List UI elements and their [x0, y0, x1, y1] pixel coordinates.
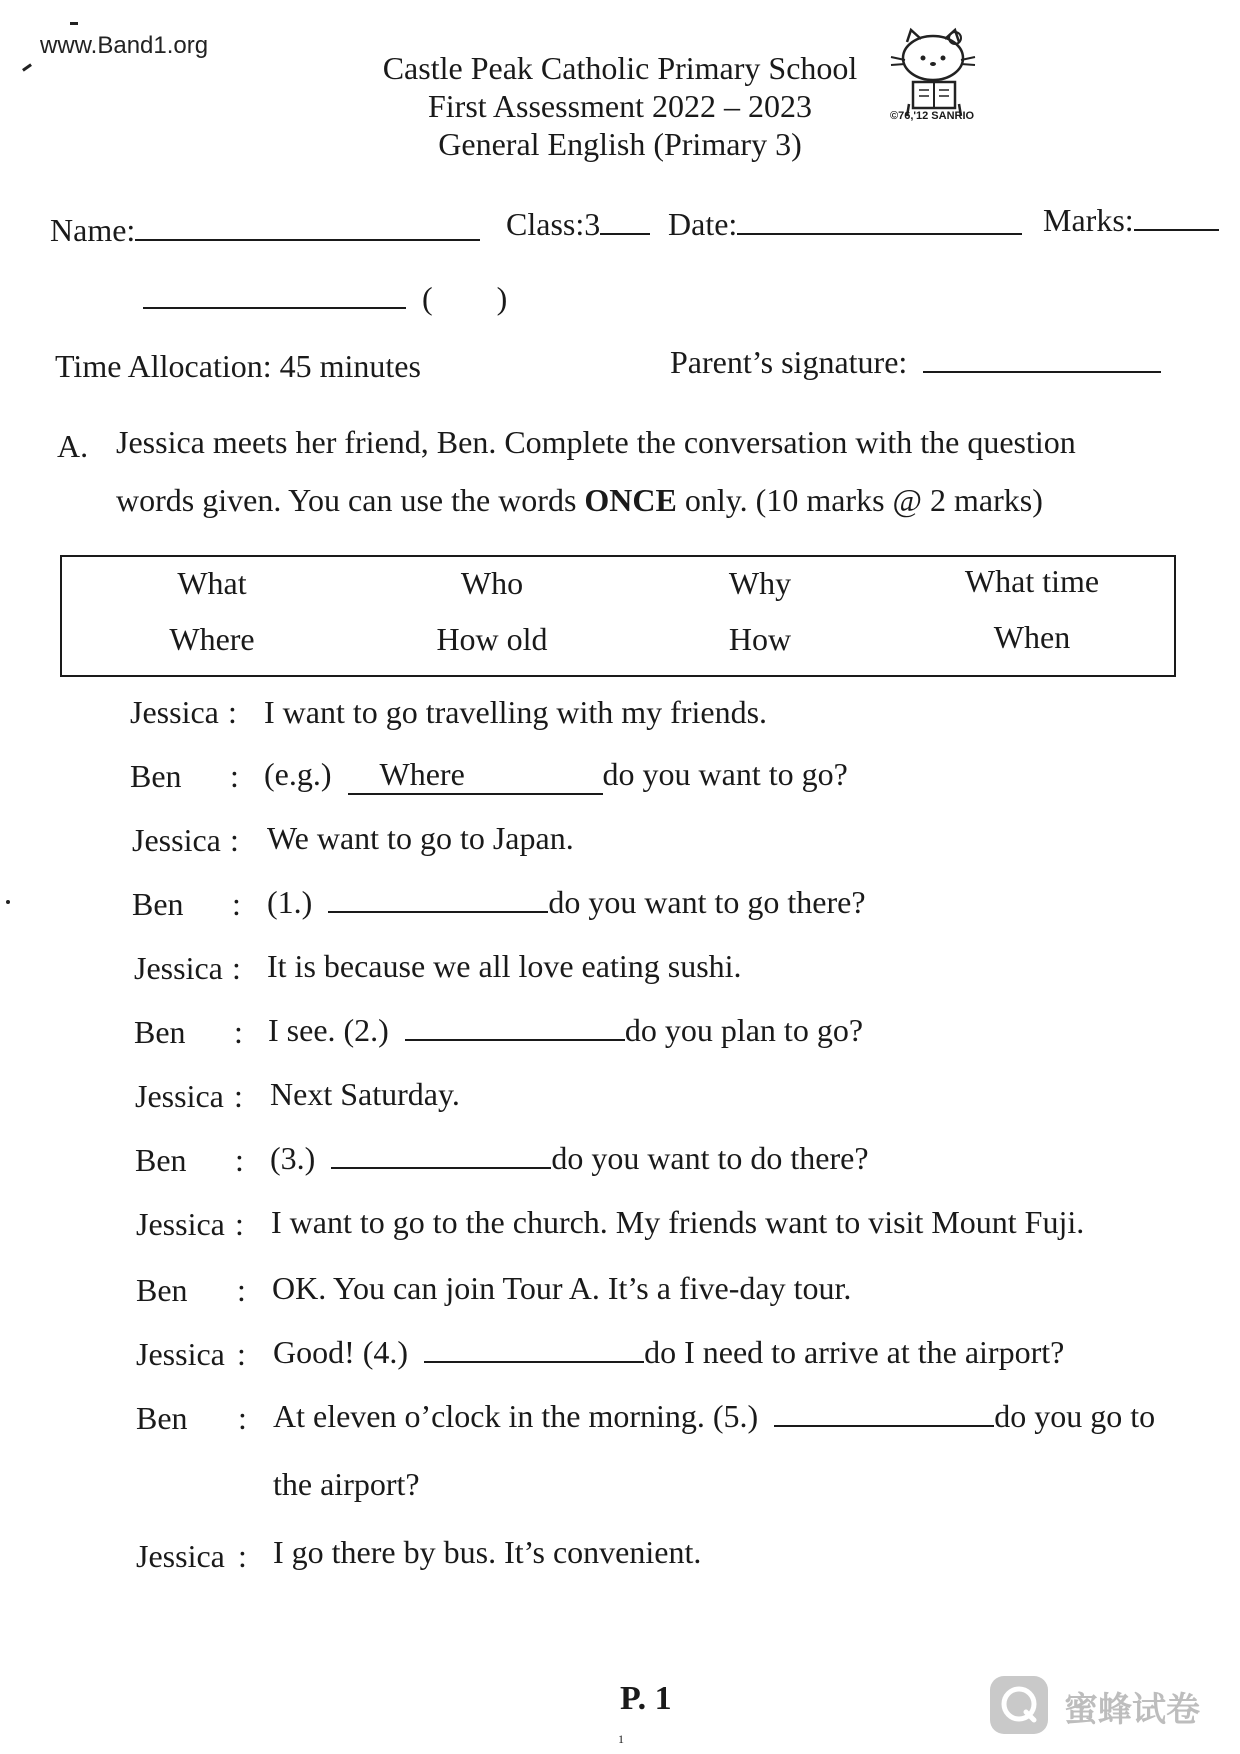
speaker-label: Jessica	[132, 822, 221, 858]
speaker-label: Jessica	[134, 950, 223, 986]
instruction-marks: only. (10 marks @ 2 marks)	[676, 482, 1043, 518]
date-line[interactable]	[737, 233, 1022, 235]
name-label: Name:	[50, 212, 136, 248]
colon: :	[237, 1336, 246, 1372]
dialogue-line	[273, 1334, 1064, 1371]
dialogue-line	[270, 1140, 869, 1177]
speaker-label: Jessica	[135, 1078, 224, 1114]
colon: :	[237, 1272, 246, 1308]
watermark-url: www.Band1.org	[40, 32, 209, 59]
answer-blank-5[interactable]	[774, 1425, 994, 1427]
line-suffix: do you plan to go?	[624, 1012, 864, 1048]
parent-signature-line[interactable]	[923, 371, 1161, 373]
question-number: At eleven o’clock in the morning. (5.)	[273, 1398, 767, 1434]
answer-blank-3[interactable]	[331, 1167, 551, 1169]
dialogue-line	[267, 884, 866, 921]
word-what: What	[177, 565, 247, 601]
small-page-number: 1	[618, 1732, 624, 1746]
name-field	[50, 212, 480, 249]
dialogue-line	[273, 1398, 1155, 1435]
line-suffix: do you want to do there?	[551, 1140, 869, 1176]
instruction-text: words given. You can use the words	[116, 482, 585, 518]
chat-bubble-icon	[990, 1676, 1048, 1734]
speaker-label: Jessica	[136, 1336, 225, 1372]
dialogue-line	[264, 756, 848, 795]
assessment-title: First Assessment 2022 – 2023	[427, 88, 813, 124]
marks-label: Marks:	[1043, 202, 1134, 238]
time-allocation: Time Allocation: 45 minutes	[55, 348, 421, 384]
dialogue-line: OK. You can join Tour A. It’s a five-day tour.	[272, 1270, 852, 1306]
section-a-letter: A.	[57, 428, 89, 464]
speaker-label: Jessica	[136, 1538, 225, 1574]
logo-caption: ©76,'12 SANRIO	[890, 110, 975, 122]
brand-watermark-text: 蜜蜂试卷	[1064, 1690, 1200, 1730]
colon: :	[230, 822, 239, 858]
parent-signature-label: Parent’s signature:	[670, 344, 908, 380]
line-suffix: do you want to go?	[602, 756, 848, 792]
dialogue-line: I go there by bus. It’s convenient.	[273, 1534, 702, 1570]
class-number-parens: ( )	[422, 280, 508, 316]
speaker-label: Ben	[136, 1272, 188, 1308]
question-number: (3.)	[270, 1140, 324, 1176]
speaker-label: Jessica	[130, 694, 219, 730]
question-word-box	[60, 555, 1176, 677]
question-number: I see. (2.)	[268, 1012, 397, 1048]
question-number: (1.)	[267, 884, 321, 920]
class-field	[506, 206, 650, 243]
dialogue-line: I want to go travelling with my friends.	[264, 694, 768, 730]
instruction-emphasis: ONCE	[584, 482, 677, 518]
line-suffix: do you go to	[994, 1398, 1156, 1434]
word-why: Why	[728, 565, 792, 601]
date-label: Date:	[668, 206, 738, 242]
example-answer-text: Where	[379, 756, 465, 792]
colon: :	[230, 758, 239, 794]
answer-blank-1[interactable]	[328, 911, 548, 913]
word-how-old: How old	[436, 621, 548, 657]
marks-line[interactable]	[1134, 229, 1219, 231]
dialogue-line: It is because we all love eating sushi.	[267, 948, 742, 984]
speck	[70, 22, 78, 25]
date-field	[668, 206, 1022, 243]
speaker-label: Ben	[134, 1014, 186, 1050]
colon: :	[238, 1538, 247, 1574]
section-a-instruction-line1: Jessica meets her friend, Ben. Complete the conversation with the question	[116, 424, 1076, 460]
word-who: Who	[460, 565, 524, 601]
speaker-label: Ben	[136, 1400, 188, 1436]
dialogue-line: We want to go to Japan.	[267, 820, 574, 856]
answer-blank-2[interactable]	[405, 1039, 625, 1041]
speaker-label: Ben	[135, 1142, 187, 1178]
dialogue-line	[268, 1012, 863, 1049]
page-number: P. 1	[620, 1680, 672, 1717]
line-prefix: (e.g.)	[264, 756, 340, 792]
line-suffix: do you want to go there?	[548, 884, 866, 920]
colon: :	[232, 886, 241, 922]
colon: :	[234, 1014, 243, 1050]
speaker-label: Ben	[132, 886, 184, 922]
colon: :	[235, 1206, 244, 1242]
name-line[interactable]	[135, 239, 480, 241]
colon: :	[234, 1078, 243, 1114]
speaker-label: Jessica	[136, 1206, 225, 1242]
colon: :	[228, 694, 237, 730]
school-name: Castle Peak Catholic Primary School	[382, 50, 858, 86]
student-name-line[interactable]	[143, 307, 406, 309]
colon: :	[235, 1142, 244, 1178]
class-line[interactable]	[600, 233, 650, 235]
word-how: How	[728, 621, 792, 657]
parent-signature-field	[670, 344, 1161, 381]
word-where: Where	[169, 621, 255, 657]
section-a-instruction-line2	[116, 482, 1043, 519]
answer-blank-4[interactable]	[424, 1361, 644, 1363]
brand-watermark-logo	[990, 1676, 1048, 1734]
speaker-label: Ben	[130, 758, 182, 794]
student-number-field	[143, 280, 507, 317]
example-answer	[348, 756, 603, 795]
colon: :	[238, 1400, 247, 1436]
subject-title: General English (Primary 3)	[438, 126, 802, 162]
dialogue-line: Next Saturday.	[270, 1076, 460, 1112]
word-what-time: What time	[964, 563, 1100, 599]
question-number: Good! (4.)	[273, 1334, 417, 1370]
dialogue-line: I want to go to the church. My friends want to visit Mount Fuji.	[271, 1204, 1085, 1240]
line-suffix: do I need to arrive at the airport?	[644, 1334, 1065, 1370]
dialogue-line-continuation: the airport?	[273, 1466, 420, 1502]
colon: :	[232, 950, 241, 986]
hello-kitty-logo	[885, 24, 985, 124]
word-when: When	[993, 619, 1071, 655]
marks-field	[1043, 202, 1219, 239]
speck	[6, 900, 10, 904]
class-label: Class:3	[506, 206, 601, 242]
